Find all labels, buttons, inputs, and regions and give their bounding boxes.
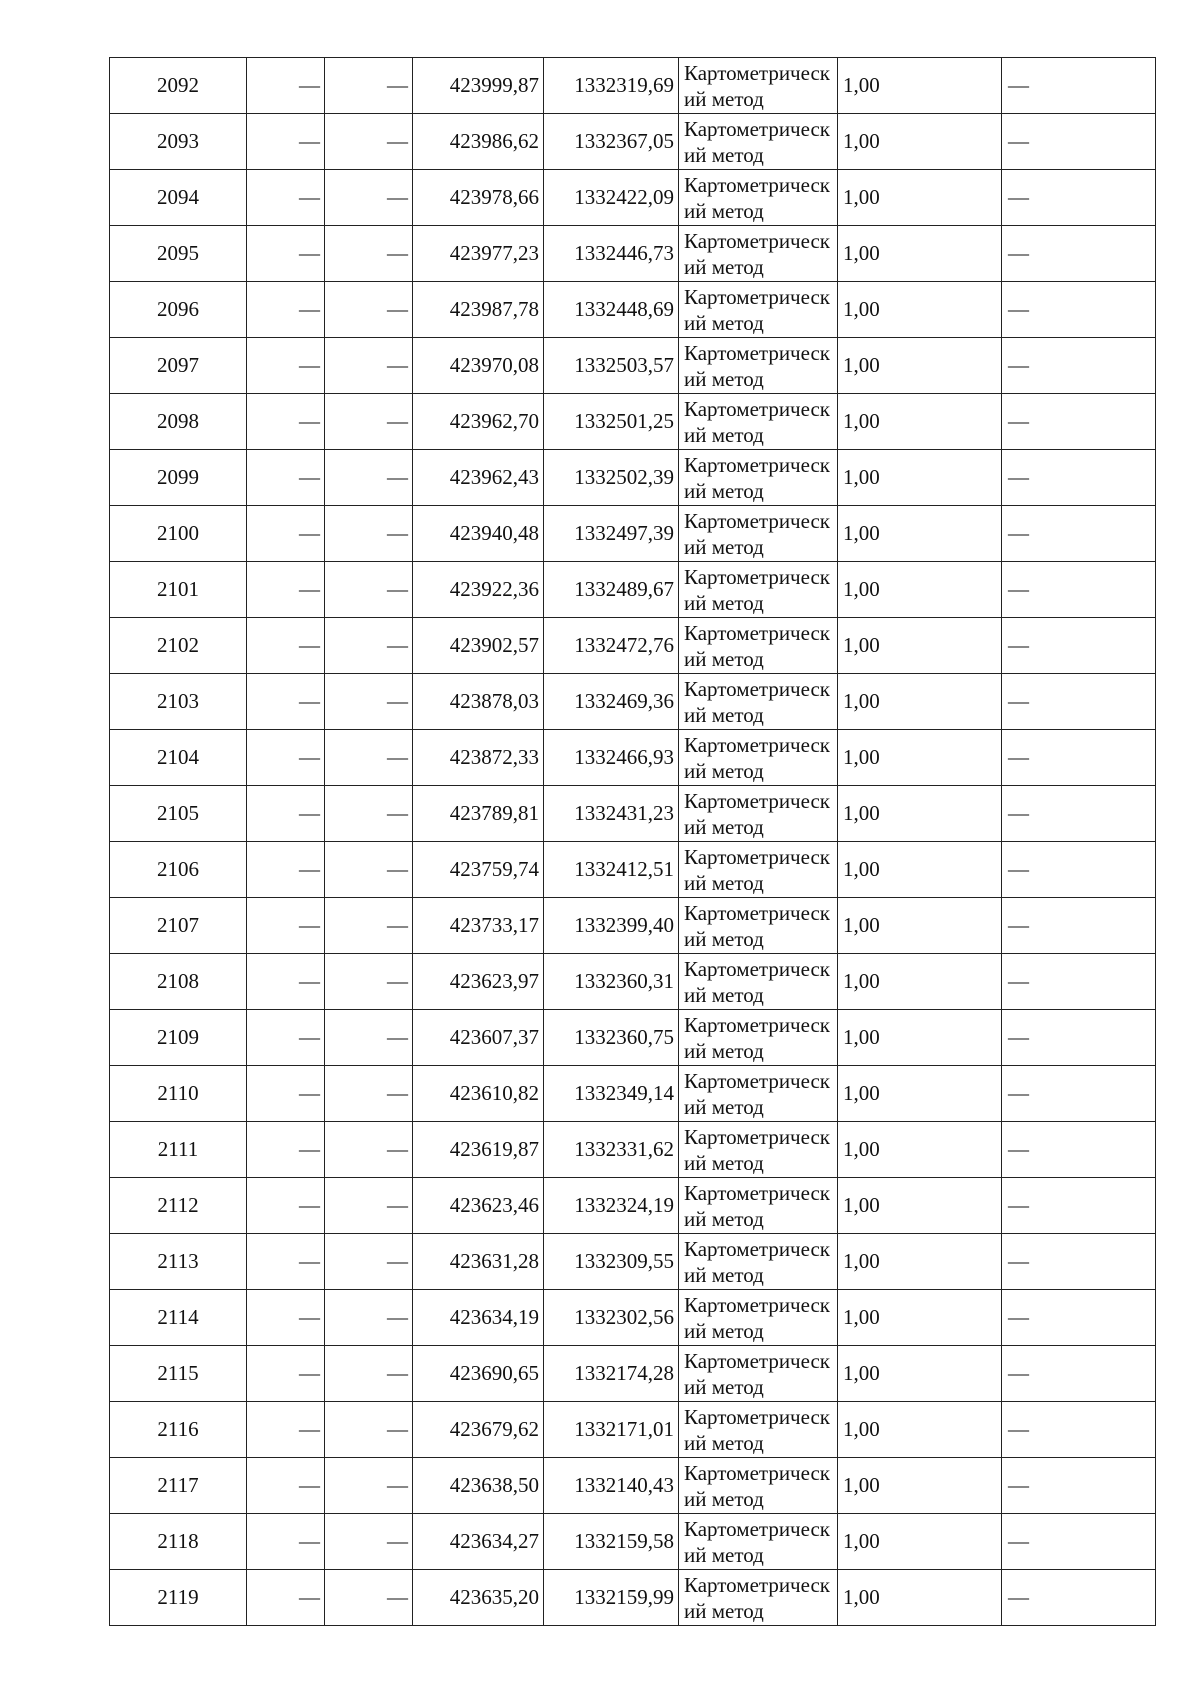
dash-cell: —: [325, 58, 413, 114]
y-coordinate-cell: 1332502,39: [544, 450, 679, 506]
accuracy-cell: 1,00: [838, 1234, 1002, 1290]
dash-cell: —: [325, 786, 413, 842]
dash-cell: —: [247, 338, 325, 394]
dash-cell: —: [325, 1010, 413, 1066]
accuracy-cell: 1,00: [838, 506, 1002, 562]
x-coordinate-cell: 423638,50: [413, 1458, 544, 1514]
dash-cell: —: [325, 394, 413, 450]
accuracy-cell: 1,00: [838, 1402, 1002, 1458]
method-cell: Картометрический метод: [679, 1066, 838, 1122]
accuracy-cell: 1,00: [838, 394, 1002, 450]
x-coordinate-cell: 423635,20: [413, 1570, 544, 1626]
y-coordinate-cell: 1332324,19: [544, 1178, 679, 1234]
x-coordinate-cell: 423789,81: [413, 786, 544, 842]
dash-cell: —: [247, 898, 325, 954]
table-row: [110, 58, 1156, 114]
dash-cell: —: [247, 1234, 325, 1290]
accuracy-cell: 1,00: [838, 1010, 1002, 1066]
x-coordinate-cell: 423623,46: [413, 1178, 544, 1234]
dash-cell: —: [325, 1346, 413, 1402]
table-row: [110, 1290, 1156, 1346]
dash-cell: —: [247, 618, 325, 674]
y-coordinate-cell: 1332367,05: [544, 114, 679, 170]
table-row: [110, 1178, 1156, 1234]
dash-cell: —: [1002, 450, 1156, 506]
x-coordinate-cell: 423872,33: [413, 730, 544, 786]
point-number-cell: 2092: [110, 58, 247, 114]
dash-cell: —: [247, 1066, 325, 1122]
dash-cell: —: [1002, 1290, 1156, 1346]
method-cell: Картометрический метод: [679, 282, 838, 338]
dash-cell: —: [1002, 226, 1156, 282]
dash-cell: —: [1002, 954, 1156, 1010]
dash-cell: —: [325, 282, 413, 338]
y-coordinate-cell: 1332466,93: [544, 730, 679, 786]
dash-cell: —: [1002, 898, 1156, 954]
point-number-cell: 2093: [110, 114, 247, 170]
method-cell: Картометрический метод: [679, 1010, 838, 1066]
method-cell: Картометрический метод: [679, 674, 838, 730]
table-row: [110, 114, 1156, 170]
y-coordinate-cell: 1332503,57: [544, 338, 679, 394]
dash-cell: —: [325, 226, 413, 282]
point-number-cell: 2119: [110, 1570, 247, 1626]
dash-cell: —: [325, 450, 413, 506]
table-row: [110, 842, 1156, 898]
table-row: [110, 506, 1156, 562]
dash-cell: —: [1002, 1570, 1156, 1626]
dash-cell: —: [1002, 1178, 1156, 1234]
point-number-cell: 2115: [110, 1346, 247, 1402]
coordinates-table: [109, 57, 1156, 1626]
dash-cell: —: [1002, 730, 1156, 786]
y-coordinate-cell: 1332448,69: [544, 282, 679, 338]
x-coordinate-cell: 423922,36: [413, 562, 544, 618]
dash-cell: —: [325, 618, 413, 674]
point-number-cell: 2111: [110, 1122, 247, 1178]
method-cell: Картометрический метод: [679, 730, 838, 786]
accuracy-cell: 1,00: [838, 338, 1002, 394]
y-coordinate-cell: 1332174,28: [544, 1346, 679, 1402]
x-coordinate-cell: 423940,48: [413, 506, 544, 562]
accuracy-cell: 1,00: [838, 170, 1002, 226]
point-number-cell: 2112: [110, 1178, 247, 1234]
dash-cell: —: [325, 562, 413, 618]
x-coordinate-cell: 423962,70: [413, 394, 544, 450]
y-coordinate-cell: 1332302,56: [544, 1290, 679, 1346]
point-number-cell: 2109: [110, 1010, 247, 1066]
dash-cell: —: [325, 114, 413, 170]
dash-cell: —: [247, 1346, 325, 1402]
table-row: [110, 786, 1156, 842]
dash-cell: —: [325, 338, 413, 394]
dash-cell: —: [247, 674, 325, 730]
dash-cell: —: [247, 226, 325, 282]
dash-cell: —: [325, 506, 413, 562]
table-row: [110, 1402, 1156, 1458]
table-row: [110, 562, 1156, 618]
dash-cell: —: [247, 1290, 325, 1346]
point-number-cell: 2110: [110, 1066, 247, 1122]
y-coordinate-cell: 1332159,99: [544, 1570, 679, 1626]
table-row: [110, 1458, 1156, 1514]
y-coordinate-cell: 1332472,76: [544, 618, 679, 674]
table-row: [110, 954, 1156, 1010]
dash-cell: —: [1002, 1402, 1156, 1458]
accuracy-cell: 1,00: [838, 282, 1002, 338]
y-coordinate-cell: 1332309,55: [544, 1234, 679, 1290]
dash-cell: —: [247, 114, 325, 170]
method-cell: Картометрический метод: [679, 170, 838, 226]
table-row: [110, 1570, 1156, 1626]
dash-cell: —: [247, 1458, 325, 1514]
table-row: [110, 1122, 1156, 1178]
x-coordinate-cell: 423679,62: [413, 1402, 544, 1458]
accuracy-cell: 1,00: [838, 1178, 1002, 1234]
accuracy-cell: 1,00: [838, 1458, 1002, 1514]
x-coordinate-cell: 423631,28: [413, 1234, 544, 1290]
x-coordinate-cell: 423987,78: [413, 282, 544, 338]
point-number-cell: 2096: [110, 282, 247, 338]
accuracy-cell: 1,00: [838, 898, 1002, 954]
x-coordinate-cell: 423986,62: [413, 114, 544, 170]
table-row: [110, 394, 1156, 450]
dash-cell: —: [247, 842, 325, 898]
point-number-cell: 2108: [110, 954, 247, 1010]
point-number-cell: 2102: [110, 618, 247, 674]
method-cell: Картометрический метод: [679, 1570, 838, 1626]
dash-cell: —: [325, 170, 413, 226]
dash-cell: —: [325, 1570, 413, 1626]
accuracy-cell: 1,00: [838, 1290, 1002, 1346]
dash-cell: —: [247, 450, 325, 506]
point-number-cell: 2097: [110, 338, 247, 394]
accuracy-cell: 1,00: [838, 1514, 1002, 1570]
x-coordinate-cell: 423607,37: [413, 1010, 544, 1066]
table-row: [110, 1346, 1156, 1402]
accuracy-cell: 1,00: [838, 226, 1002, 282]
point-number-cell: 2117: [110, 1458, 247, 1514]
dash-cell: —: [247, 954, 325, 1010]
y-coordinate-cell: 1332446,73: [544, 226, 679, 282]
table-row: [110, 730, 1156, 786]
point-number-cell: 2095: [110, 226, 247, 282]
dash-cell: —: [1002, 674, 1156, 730]
point-number-cell: 2101: [110, 562, 247, 618]
y-coordinate-cell: 1332360,31: [544, 954, 679, 1010]
table-row: [110, 282, 1156, 338]
point-number-cell: 2105: [110, 786, 247, 842]
y-coordinate-cell: 1332501,25: [544, 394, 679, 450]
y-coordinate-cell: 1332360,75: [544, 1010, 679, 1066]
accuracy-cell: 1,00: [838, 1066, 1002, 1122]
y-coordinate-cell: 1332349,14: [544, 1066, 679, 1122]
method-cell: Картометрический метод: [679, 954, 838, 1010]
dash-cell: —: [247, 282, 325, 338]
x-coordinate-cell: 423733,17: [413, 898, 544, 954]
x-coordinate-cell: 423619,87: [413, 1122, 544, 1178]
x-coordinate-cell: 423690,65: [413, 1346, 544, 1402]
accuracy-cell: 1,00: [838, 58, 1002, 114]
dash-cell: —: [247, 1570, 325, 1626]
method-cell: Картометрический метод: [679, 1402, 838, 1458]
method-cell: Картометрический метод: [679, 1290, 838, 1346]
method-cell: Картометрический метод: [679, 506, 838, 562]
y-coordinate-cell: 1332422,09: [544, 170, 679, 226]
dash-cell: —: [247, 506, 325, 562]
point-number-cell: 2118: [110, 1514, 247, 1570]
y-coordinate-cell: 1332489,67: [544, 562, 679, 618]
point-number-cell: 2104: [110, 730, 247, 786]
y-coordinate-cell: 1332497,39: [544, 506, 679, 562]
dash-cell: —: [247, 562, 325, 618]
y-coordinate-cell: 1332399,40: [544, 898, 679, 954]
table-row: [110, 450, 1156, 506]
dash-cell: —: [325, 1178, 413, 1234]
x-coordinate-cell: 423977,23: [413, 226, 544, 282]
dash-cell: —: [247, 1122, 325, 1178]
dash-cell: —: [1002, 1458, 1156, 1514]
table-row: [110, 1066, 1156, 1122]
dash-cell: —: [1002, 114, 1156, 170]
method-cell: Картометрический метод: [679, 1234, 838, 1290]
accuracy-cell: 1,00: [838, 954, 1002, 1010]
method-cell: Картометрический метод: [679, 58, 838, 114]
dash-cell: —: [247, 394, 325, 450]
table-row: [110, 226, 1156, 282]
dash-cell: —: [1002, 170, 1156, 226]
method-cell: Картометрический метод: [679, 1122, 838, 1178]
method-cell: Картометрический метод: [679, 1178, 838, 1234]
accuracy-cell: 1,00: [838, 1346, 1002, 1402]
dash-cell: —: [325, 1458, 413, 1514]
y-coordinate-cell: 1332469,36: [544, 674, 679, 730]
method-cell: Картометрический метод: [679, 450, 838, 506]
table-row: [110, 1010, 1156, 1066]
x-coordinate-cell: 423962,43: [413, 450, 544, 506]
dash-cell: —: [1002, 506, 1156, 562]
point-number-cell: 2106: [110, 842, 247, 898]
table-row: [110, 338, 1156, 394]
accuracy-cell: 1,00: [838, 730, 1002, 786]
dash-cell: —: [1002, 1122, 1156, 1178]
dash-cell: —: [1002, 618, 1156, 674]
x-coordinate-cell: 423634,19: [413, 1290, 544, 1346]
x-coordinate-cell: 423902,57: [413, 618, 544, 674]
point-number-cell: 2094: [110, 170, 247, 226]
method-cell: Картометрический метод: [679, 394, 838, 450]
point-number-cell: 2107: [110, 898, 247, 954]
dash-cell: —: [325, 674, 413, 730]
dash-cell: —: [325, 898, 413, 954]
dash-cell: —: [325, 954, 413, 1010]
point-number-cell: 2100: [110, 506, 247, 562]
accuracy-cell: 1,00: [838, 786, 1002, 842]
dash-cell: —: [247, 786, 325, 842]
accuracy-cell: 1,00: [838, 1570, 1002, 1626]
dash-cell: —: [1002, 786, 1156, 842]
x-coordinate-cell: 423878,03: [413, 674, 544, 730]
x-coordinate-cell: 423970,08: [413, 338, 544, 394]
dash-cell: —: [1002, 562, 1156, 618]
dash-cell: —: [1002, 1010, 1156, 1066]
table-body: [110, 58, 1156, 1626]
dash-cell: —: [325, 1234, 413, 1290]
dash-cell: —: [1002, 1346, 1156, 1402]
dash-cell: —: [1002, 338, 1156, 394]
dash-cell: —: [247, 170, 325, 226]
accuracy-cell: 1,00: [838, 674, 1002, 730]
y-coordinate-cell: 1332140,43: [544, 1458, 679, 1514]
accuracy-cell: 1,00: [838, 562, 1002, 618]
dash-cell: —: [247, 730, 325, 786]
y-coordinate-cell: 1332412,51: [544, 842, 679, 898]
dash-cell: —: [325, 1290, 413, 1346]
dash-cell: —: [325, 1122, 413, 1178]
point-number-cell: 2103: [110, 674, 247, 730]
dash-cell: —: [247, 1514, 325, 1570]
dash-cell: —: [247, 1402, 325, 1458]
method-cell: Картометрический метод: [679, 1514, 838, 1570]
method-cell: Картометрический метод: [679, 898, 838, 954]
dash-cell: —: [325, 1066, 413, 1122]
point-number-cell: 2099: [110, 450, 247, 506]
dash-cell: —: [1002, 1514, 1156, 1570]
method-cell: Картометрический метод: [679, 1346, 838, 1402]
y-coordinate-cell: 1332331,62: [544, 1122, 679, 1178]
method-cell: Картометрический метод: [679, 786, 838, 842]
x-coordinate-cell: 423623,97: [413, 954, 544, 1010]
dash-cell: —: [325, 1402, 413, 1458]
table-row: [110, 674, 1156, 730]
dash-cell: —: [247, 1178, 325, 1234]
dash-cell: —: [1002, 58, 1156, 114]
dash-cell: —: [247, 58, 325, 114]
dash-cell: —: [325, 842, 413, 898]
y-coordinate-cell: 1332171,01: [544, 1402, 679, 1458]
method-cell: Картометрический метод: [679, 1458, 838, 1514]
x-coordinate-cell: 423634,27: [413, 1514, 544, 1570]
point-number-cell: 2116: [110, 1402, 247, 1458]
dash-cell: —: [1002, 1234, 1156, 1290]
accuracy-cell: 1,00: [838, 618, 1002, 674]
accuracy-cell: 1,00: [838, 842, 1002, 898]
x-coordinate-cell: 423759,74: [413, 842, 544, 898]
x-coordinate-cell: 423978,66: [413, 170, 544, 226]
point-number-cell: 2114: [110, 1290, 247, 1346]
x-coordinate-cell: 423999,87: [413, 58, 544, 114]
accuracy-cell: 1,00: [838, 1122, 1002, 1178]
dash-cell: —: [325, 1514, 413, 1570]
dash-cell: —: [247, 1010, 325, 1066]
method-cell: Картометрический метод: [679, 842, 838, 898]
method-cell: Картометрический метод: [679, 226, 838, 282]
method-cell: Картометрический метод: [679, 338, 838, 394]
point-number-cell: 2098: [110, 394, 247, 450]
dash-cell: —: [1002, 394, 1156, 450]
table-row: [110, 170, 1156, 226]
table-row: [110, 898, 1156, 954]
method-cell: Картометрический метод: [679, 114, 838, 170]
y-coordinate-cell: 1332159,58: [544, 1514, 679, 1570]
table-row: [110, 1514, 1156, 1570]
dash-cell: —: [1002, 1066, 1156, 1122]
accuracy-cell: 1,00: [838, 114, 1002, 170]
table-row: [110, 618, 1156, 674]
x-coordinate-cell: 423610,82: [413, 1066, 544, 1122]
dash-cell: —: [325, 730, 413, 786]
y-coordinate-cell: 1332319,69: [544, 58, 679, 114]
y-coordinate-cell: 1332431,23: [544, 786, 679, 842]
dash-cell: —: [1002, 842, 1156, 898]
method-cell: Картометрический метод: [679, 618, 838, 674]
accuracy-cell: 1,00: [838, 450, 1002, 506]
table-row: [110, 1234, 1156, 1290]
point-number-cell: 2113: [110, 1234, 247, 1290]
dash-cell: —: [1002, 282, 1156, 338]
method-cell: Картометрический метод: [679, 562, 838, 618]
